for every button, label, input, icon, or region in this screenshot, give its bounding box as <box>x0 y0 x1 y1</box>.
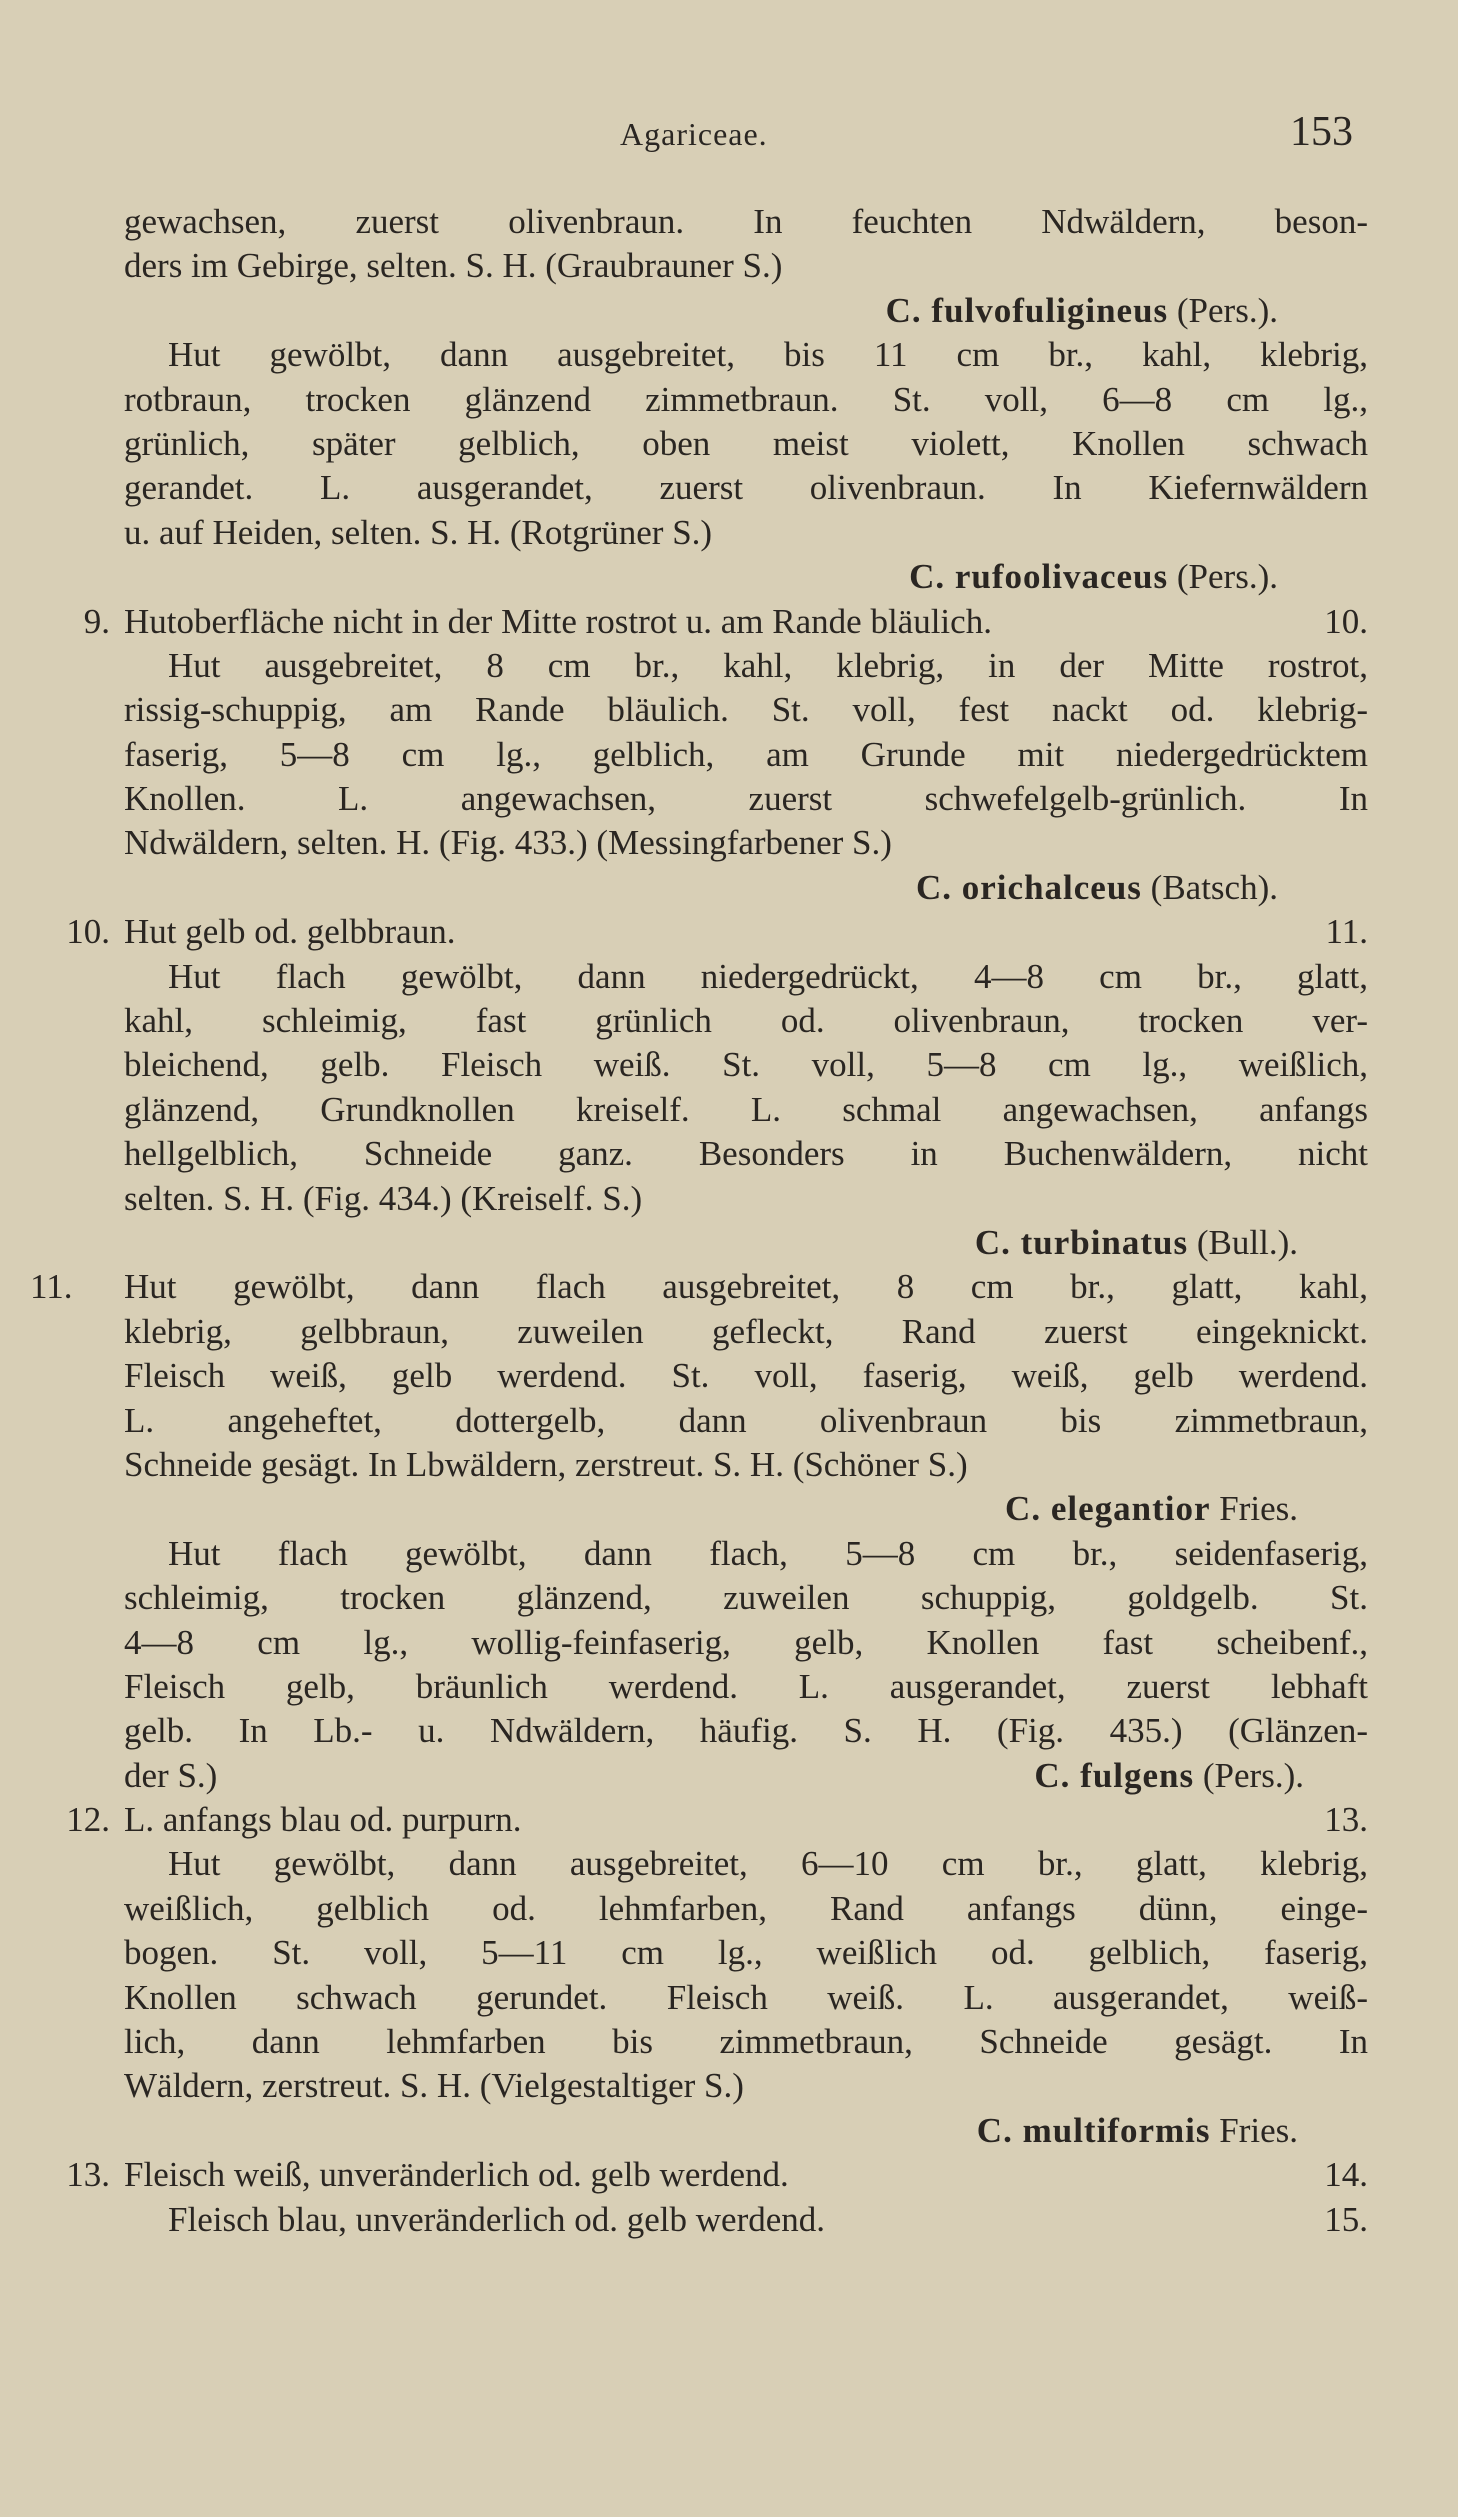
species-name: C. orichalceus <box>916 867 1142 907</box>
species-line <box>124 289 1368 333</box>
key-text: Hutoberfläche nicht in der Mitte rostrot u. am Rande bläulich. <box>124 601 992 641</box>
text-line: bogen. St. voll, 5—11 cm lg., weißlich od. gelblich, faserig, <box>124 1933 1368 1973</box>
text-line: Hut gewölbt, dann ausgebreitet, bis 11 cm br., kahl, klebrig, <box>168 335 1368 375</box>
text-line: Hut flach gewölbt, dann flach, 5—8 cm br., seidenfaserig, <box>168 1533 1368 1573</box>
text-line: Hut ausgebreitet, 8 cm br., kahl, klebrig, in der Mitte rostrot, <box>168 645 1368 685</box>
species-line <box>124 1487 1368 1531</box>
text-line: rissig-schuppig, am Rande bläulich. St. voll, fest nackt od. klebrig- <box>124 690 1368 730</box>
key-ref: 14. <box>1324 2155 1368 2195</box>
key-ref: 15. <box>1324 2199 1368 2239</box>
text-line: grünlich, später gelblich, oben meist violett, Knollen schwach <box>124 423 1368 463</box>
text-line: rotbraun, trocken glänzend zimmetbraun. St. voll, 6—8 cm lg., <box>124 379 1368 419</box>
key-text: L. anfangs blau od. purpurn. <box>124 1800 522 1840</box>
species-line <box>124 866 1368 910</box>
species-line <box>124 1754 1368 1798</box>
text-line: gerandet. L. ausgerandet, zuerst olivenbraun. In Kiefernwäldern <box>124 468 1368 508</box>
text-line: Knollen. L. angewachsen, zuerst schwefelgelb-grünlich. In <box>124 779 1368 819</box>
species-name: C. multiformis <box>976 2110 1211 2150</box>
species-author: (Pers.). <box>1176 290 1278 330</box>
species-name: C. turbinatus <box>974 1222 1189 1262</box>
text-line: kahl, schleimig, fast grünlich od. olivenbraun, trocken ver- <box>124 1001 1368 1041</box>
key-ref: 10. <box>1324 601 1368 641</box>
text-line: klebrig, gelbbraun, zuweilen gefleckt, Rand zuerst eingeknickt. <box>124 1311 1368 1351</box>
species-name: C. fulgens <box>1034 1755 1195 1795</box>
text-line: Schneide gesägt. In Lbwäldern, zerstreut. S. H. (Schöner S.) <box>124 1444 968 1484</box>
key-line <box>66 2153 1368 2197</box>
page-header <box>0 108 1458 158</box>
text-line: gewachsen, zuerst olivenbraun. In feuchten Ndwäldern, beson- <box>124 202 1368 241</box>
text-line: der S.) <box>124 1755 218 1795</box>
text-line: Hut gewölbt, dann ausgebreitet, 6—10 cm br., glatt, klebrig, <box>168 1844 1368 1884</box>
species-author: (Bull.). <box>1196 1222 1298 1262</box>
species-author: (Pers.). <box>1176 557 1278 597</box>
key-number: 10. <box>66 912 110 952</box>
text-line: Fleisch gelb, bräunlich werdend. L. ausgerandet, zuerst lebhaft <box>124 1666 1368 1706</box>
text-line: Ndwäldern, selten. H. (Fig. 433.) (Messingfarbener S.) <box>124 823 892 863</box>
key-line <box>66 1798 1368 1842</box>
text-line: bleichend, gelb. Fleisch weiß. St. voll, 5—8 cm lg., weißlich, <box>124 1045 1368 1085</box>
key-text: Fleisch weiß, unveränderlich od. gelb werdend. <box>124 2155 789 2195</box>
text-line: Hut flach gewölbt, dann niedergedrückt, 4—8 cm br., glatt, <box>168 956 1368 996</box>
species-author: Fries. <box>1219 1489 1298 1529</box>
key-line <box>124 2198 1368 2242</box>
key-number: 11. <box>30 1267 73 1307</box>
key-text: Hut gewölbt, dann flach ausgebreitet, 8 cm br., glatt, kahl, <box>124 1267 1368 1307</box>
key-text: Fleisch blau, unveränderlich od. gelb werdend. <box>168 2199 826 2239</box>
text-line: lich, dann lehmfarben bis zimmetbraun, Schneide gesägt. In <box>124 2022 1368 2062</box>
key-number: 12. <box>66 1800 110 1840</box>
key-line <box>66 910 1368 954</box>
text-line: gelb. In Lb.- u. Ndwäldern, häufig. S. H. (Fig. 435.) (Glänzen- <box>124 1711 1368 1751</box>
key-line <box>30 1265 1368 1309</box>
species-line <box>124 555 1368 599</box>
text-line: Knollen schwach gerundet. Fleisch weiß. L. ausgerandet, weiß- <box>124 1977 1368 2017</box>
key-ref: 11. <box>1325 912 1368 952</box>
text-line: selten. S. H. (Fig. 434.) (Kreiself. S.) <box>124 1178 643 1218</box>
species-line <box>124 1221 1368 1265</box>
key-text: Hut gelb od. gelbbraun. <box>124 912 456 952</box>
text-line: Fleisch weiß, gelb werdend. St. voll, faserig, weiß, gelb werdend. <box>124 1356 1368 1396</box>
text-line: hellgelblich, Schneide ganz. Besonders in Buchenwäldern, nicht <box>124 1134 1368 1174</box>
key-number: 9. <box>83 601 110 641</box>
key-line <box>83 600 1368 644</box>
text-line: 4—8 cm lg., wollig-feinfaserig, gelb, Knollen fast scheibenf., <box>124 1622 1368 1662</box>
species-author: (Pers.). <box>1202 1755 1304 1795</box>
text-line: glänzend, Grundknollen kreiself. L. schmal angewachsen, anfangs <box>124 1089 1368 1129</box>
text-line: L. angeheftet, dottergelb, dann olivenbraun bis zimmetbraun, <box>124 1400 1368 1440</box>
page-body <box>30 200 1368 2242</box>
key-number: 13. <box>66 2155 110 2195</box>
text-line: weißlich, gelblich od. lehmfarben, Rand anfangs dünn, einge- <box>124 1888 1368 1928</box>
text-line: ders im Gebirge, selten. S. H. (Graubrauner S.) <box>124 246 783 286</box>
species-line <box>124 2109 1368 2153</box>
species-name: C. rufoolivaceus <box>909 557 1169 597</box>
text-line: schleimig, trocken glänzend, zuweilen schuppig, goldgelb. St. <box>124 1578 1368 1618</box>
species-name: C. elegantior <box>1005 1489 1211 1529</box>
species-author: (Batsch). <box>1150 867 1278 907</box>
text-line: faserig, 5—8 cm lg., gelblich, am Grunde mit niedergedrücktem <box>124 734 1368 774</box>
species-name: C. fulvofuligineus <box>885 290 1169 330</box>
page-number: 153 <box>1290 109 1353 155</box>
running-head: Agariceae. <box>620 116 768 152</box>
species-author: Fries. <box>1219 2110 1298 2150</box>
key-ref: 13. <box>1324 1800 1368 1840</box>
text-line: Wäldern, zerstreut. S. H. (Vielgestaltiger S.) <box>124 2066 744 2106</box>
text-line: u. auf Heiden, selten. S. H. (Rotgrüner S.) <box>124 512 713 552</box>
